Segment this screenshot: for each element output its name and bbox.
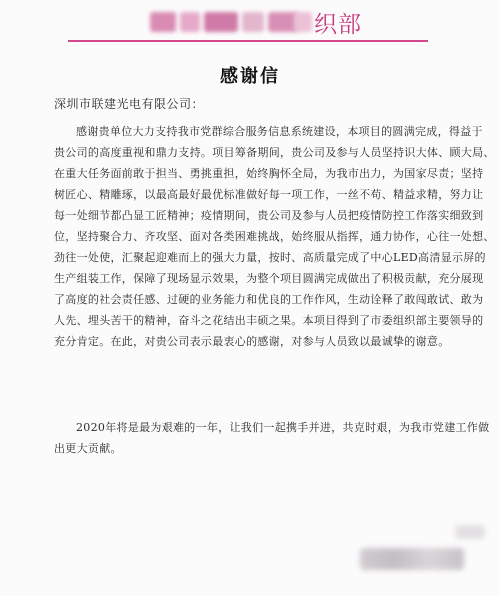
paragraph-line: 树匠心、精雕琢，以最高最好最优标准做好每一项工作，一丝不苟、精益求精，努力让: [54, 188, 484, 201]
redacted-org-name: [204, 12, 238, 32]
org-name-suffix: 织部: [314, 12, 362, 38]
paragraph-line: 了高度的社会责任感、过硬的业务能力和优良的工作作风，生动诠释了敢闯敢试、敢为: [54, 293, 484, 306]
paragraph-line: 出更大贡献。: [54, 442, 122, 455]
paragraph-line: 生产组装工作，保障了现场显示效果，为整个项目圆满完成做出了积极贡献，充分展现: [54, 272, 484, 285]
header-divider: [68, 40, 428, 42]
paragraph-line: 位，坚持聚合力、齐攻坚、面对各类困难挑战，始终服从指挥，通力协作，心往一处想、: [54, 230, 495, 243]
letter-title: 感谢信: [220, 66, 280, 87]
paragraph-line: 贵公司的高度重视和鼎力支持。项目筹备期间，贵公司及参与人员坚持识大体、顾大局、: [54, 146, 495, 159]
paragraph-line: 人先、埋头苦干的精神，奋斗之花结出丰硕之果。本项目得到了市委组织部主要领导的: [54, 314, 484, 327]
paragraph-line: 劲往一处使，汇聚起迎难而上的强大力量，按时、高质量完成了中心LED高清显示屏的: [54, 251, 486, 264]
paragraph-line: 在重大任务面前敢于担当、勇挑重担，始终胸怀全局，为我市出力，为国家尽责；坚持: [54, 167, 484, 180]
paragraph-line: 充分肯定。在此，对贵公司表示最衷心的感谢，对参与人员致以最诚挚的谢意。: [54, 335, 450, 348]
salutation: 深圳市联建光电有限公司：: [54, 97, 205, 111]
redacted-signature: [455, 525, 485, 539]
redacted-signature: [360, 548, 464, 570]
paragraph-line: 感谢贵单位大力支持我市党群综合服务信息系统建设，本项目的圆满完成，得益于: [76, 125, 483, 138]
paragraph-line: 每一处细节都凸显工匠精神；疫情期间，贵公司及参与人员把疫情防控工作落实细致到: [54, 209, 484, 222]
body-paragraph-1: [54, 121, 495, 352]
redacted-org-name: [294, 12, 312, 32]
letterhead: [0, 0, 500, 48]
redacted-org-name: [180, 12, 200, 32]
redacted-org-name: [150, 12, 176, 32]
body-paragraph-2: [54, 417, 490, 459]
redacted-org-name: [242, 12, 264, 32]
paragraph-line: 2020年将是最为艰难的一年，让我们一起携手并进，共克时艰，为我市党建工作做: [76, 421, 490, 434]
